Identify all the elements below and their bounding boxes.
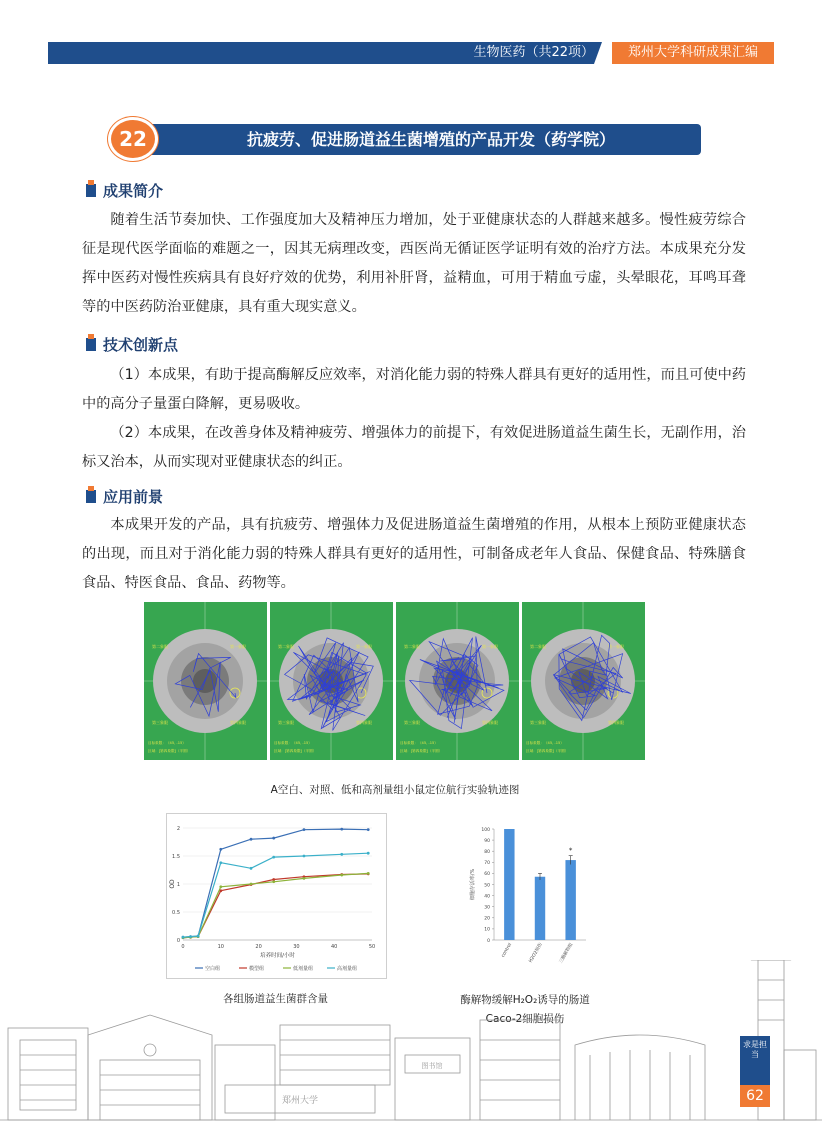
line-chart-xlabel: 培养时间/小时: [260, 953, 295, 959]
maze-note: 目标象限：（45, -15）: [526, 741, 564, 745]
line-chart-legend-label: 低剂量组: [293, 966, 314, 972]
line-chart-xtick: 50: [368, 944, 376, 950]
line-chart-point: [340, 853, 343, 856]
section-innovation-body: [82, 361, 746, 477]
section-bullet-icon: [86, 338, 96, 351]
maze-note: 区域：[第四象限]（半圆）: [400, 749, 443, 753]
section-heading-application: 应用前景: [86, 486, 163, 507]
line-chart-point: [340, 874, 343, 877]
line-chart-xtick: 30: [293, 944, 300, 950]
bar-chart-significance: *: [568, 846, 573, 855]
header-bar: [48, 42, 608, 64]
header-section-label: 生物医药（共22项）: [473, 45, 594, 60]
maze-note: 区域：[第四象限]（半圆）: [274, 749, 317, 753]
line-chart-point: [250, 883, 253, 886]
line-chart-ytick: 2: [176, 826, 180, 832]
maze-panel-low-dose: [396, 602, 519, 760]
maze-quadrant-label: 第三象限: [152, 720, 168, 725]
line-chart-legend-label: 模型组: [249, 966, 265, 972]
maze-note: 区域：[第四象限]（半圆）: [148, 749, 191, 753]
bar-chart-category-label: control: [500, 942, 514, 959]
maze-quadrant-label: 第四象限: [608, 720, 624, 725]
paragraph: （1）本成果，有助于提高酶解反应效率，对消化能力弱的特殊人群具有更好的适用性，而且可使中药中的高分子量蛋白降解，更易吸收。: [82, 367, 746, 412]
line-chart-point: [367, 872, 370, 875]
maze-quadrant-label: 第二象限: [530, 644, 546, 649]
bar-chart-ytick: 10: [484, 927, 490, 933]
line-chart-point: [272, 880, 275, 883]
bar-chart-ytick: 40: [484, 894, 490, 900]
maze-note: 区域：[第四象限]（半圆）: [526, 749, 569, 753]
bar-chart-ytick: 20: [484, 916, 490, 922]
line-chart-point: [303, 855, 306, 858]
line-chart-ytick: 1: [176, 882, 180, 888]
bar-chart-bar: [565, 860, 575, 940]
maze-quadrant-label: 第三象限: [404, 720, 420, 725]
line-chart-ytick: 0: [176, 938, 180, 944]
line-chart-point: [189, 935, 192, 938]
line-chart-caption: 各组肠道益生菌群含量: [223, 993, 328, 1005]
line-chart-point: [303, 828, 306, 831]
maze-panel-blank: [144, 602, 267, 760]
bar-chart-ylabel: 细胞存活率/%: [470, 868, 476, 901]
page-number: 62: [740, 1085, 770, 1107]
maze-quadrant-label: 第四象限: [230, 720, 246, 725]
line-chart-point: [272, 837, 275, 840]
item-title: 抗疲劳、促进肠道益生菌增殖的产品开发（药学院）: [246, 130, 615, 149]
line-chart-xtick: 40: [331, 944, 338, 950]
line-chart-ylabel: OD: [169, 879, 176, 889]
section-summary-body: [82, 206, 746, 322]
maze-note: 目标象限：（45, -15）: [400, 741, 438, 745]
bar-chart-category-label: 三酶解物组: [558, 942, 575, 965]
bar-chart-bar: [504, 829, 514, 940]
line-chart-point: [250, 867, 253, 870]
campus-skyline-illustration: [0, 960, 822, 1123]
bar-chart-bar: [535, 877, 545, 940]
bar-chart-ytick: 80: [484, 850, 490, 855]
bar-chart: [462, 815, 592, 975]
line-chart-series-line: [183, 874, 368, 938]
figure-a-caption: A空白、对照、低和高剂量组小鼠定位航行实验轨迹图: [270, 784, 520, 796]
line-chart-point: [367, 828, 370, 831]
header-series-label: 郑州大学科研成果汇编: [612, 42, 774, 64]
maze-quadrant-label: 第三象限: [530, 720, 546, 725]
line-chart-xtick: 0: [181, 944, 185, 950]
line-chart: [167, 814, 386, 978]
bar-chart-caption-line1: 酶解物缓解H₂O₂诱导的肠道: [460, 994, 590, 1006]
paragraph: （2）本成果，在改善身体及精神疲劳、增强体力的前提下，有效促进肠道益生菌生长，无副作用，治标又治本，从而实现对亚健康状态的纠正。: [82, 425, 746, 470]
maze-quadrant-label: 第四象限: [482, 720, 498, 725]
bar-chart-ytick: 100: [481, 827, 490, 833]
line-chart-series-line: [183, 829, 368, 937]
section-application-body: [82, 511, 746, 598]
maze-quadrant-label: 第四象限: [356, 720, 372, 725]
line-chart-point: [340, 828, 343, 831]
line-chart-ytick: 1.5: [172, 854, 180, 860]
line-chart-point: [219, 861, 222, 864]
maze-note: 目标象限：（45, -15）: [274, 741, 312, 745]
line-chart-point: [303, 877, 306, 880]
bar-chart-ytick: 0: [487, 938, 490, 944]
bar-chart-ytick: 70: [484, 861, 490, 867]
maze-quadrant-label: 第三象限: [278, 720, 294, 725]
maze-panel-high-dose: [522, 602, 645, 760]
paragraph: 本成果开发的产品，具有抗疲劳、增强体力及促进肠道益生菌增殖的作用，从根本上预防亚健康状态的出现，而且对于消化能力弱的特殊人群具有更好的适用性，可制备成老年人食品、保健食品、特殊膳食食品、特医食品、食品、药物等。: [82, 517, 746, 591]
item-title-banner: [135, 124, 701, 155]
section-heading-innovation: 技术创新点: [86, 334, 178, 355]
maze-quadrant-label: 第二象限: [404, 644, 420, 649]
line-chart-point: [182, 936, 185, 939]
line-chart-point: [367, 852, 370, 855]
bar-chart-caption-line2: Caco-2细胞损伤: [485, 1013, 565, 1025]
line-chart-frame: [166, 813, 387, 979]
bar-chart-frame: [462, 815, 592, 975]
paragraph: 随着生活节奏加快、工作强度加大及精神压力增加，处于亚健康状态的人群越来越多。慢性疲劳综合征是现代医学面临的难题之一，因其无病理改变，西医尚无循证医学证明有效的治疗方法。本成果充分发挥中医药对慢性疾病具有良好疗效的优势，利用补肝肾，益精血，可用于精血亏虚，头晕眼花，耳鸣耳聋等的中医药防治亚健康，具有重大现实意义。: [82, 212, 746, 315]
maze-panel-control: [270, 602, 393, 760]
maze-quadrant-label: 第一象限: [608, 644, 624, 649]
line-chart-xtick: 20: [255, 944, 262, 950]
line-chart-series-line: [183, 853, 368, 937]
bar-chart-ytick: 50: [484, 883, 490, 889]
line-chart-point: [219, 848, 222, 851]
item-number-badge: 22: [108, 117, 158, 161]
line-chart-point: [250, 838, 253, 841]
bar-chart-ytick: 90: [484, 838, 490, 844]
bar-chart-ytick: 30: [484, 905, 490, 911]
maze-quadrant-label: 第二象限: [152, 644, 168, 649]
university-sign: 郑州大学: [281, 1096, 319, 1106]
section-heading-summary: 成果简介: [86, 180, 163, 201]
line-chart-series-line: [183, 873, 368, 937]
line-chart-point: [219, 885, 222, 888]
line-chart-point: [272, 856, 275, 859]
bar-chart-ytick: 60: [484, 872, 490, 878]
maze-quadrant-label: 第一象限: [482, 644, 498, 649]
maze-trajectory-figure: [144, 602, 646, 760]
line-chart-ytick: 0.5: [172, 910, 180, 916]
library-sign: 图书馆: [421, 1062, 443, 1070]
maze-quadrant-label: 第二象限: [278, 644, 294, 649]
line-chart-point: [197, 935, 200, 938]
bar-chart-category-label: H2O2损伤: [528, 942, 544, 964]
maze-note: 目标象限：（45, -15）: [148, 741, 186, 745]
line-chart-legend-label: 高剂量组: [337, 966, 358, 972]
maze-quadrant-label: 第一象限: [230, 644, 246, 649]
maze-quadrant-label: 第一象限: [356, 644, 372, 649]
section-bullet-icon: [86, 184, 96, 197]
line-chart-xtick: 10: [217, 944, 224, 950]
line-chart-legend-label: 空白组: [205, 966, 221, 972]
section-bullet-icon: [86, 490, 96, 503]
motto-stamp: 求是担当: [740, 1036, 770, 1085]
